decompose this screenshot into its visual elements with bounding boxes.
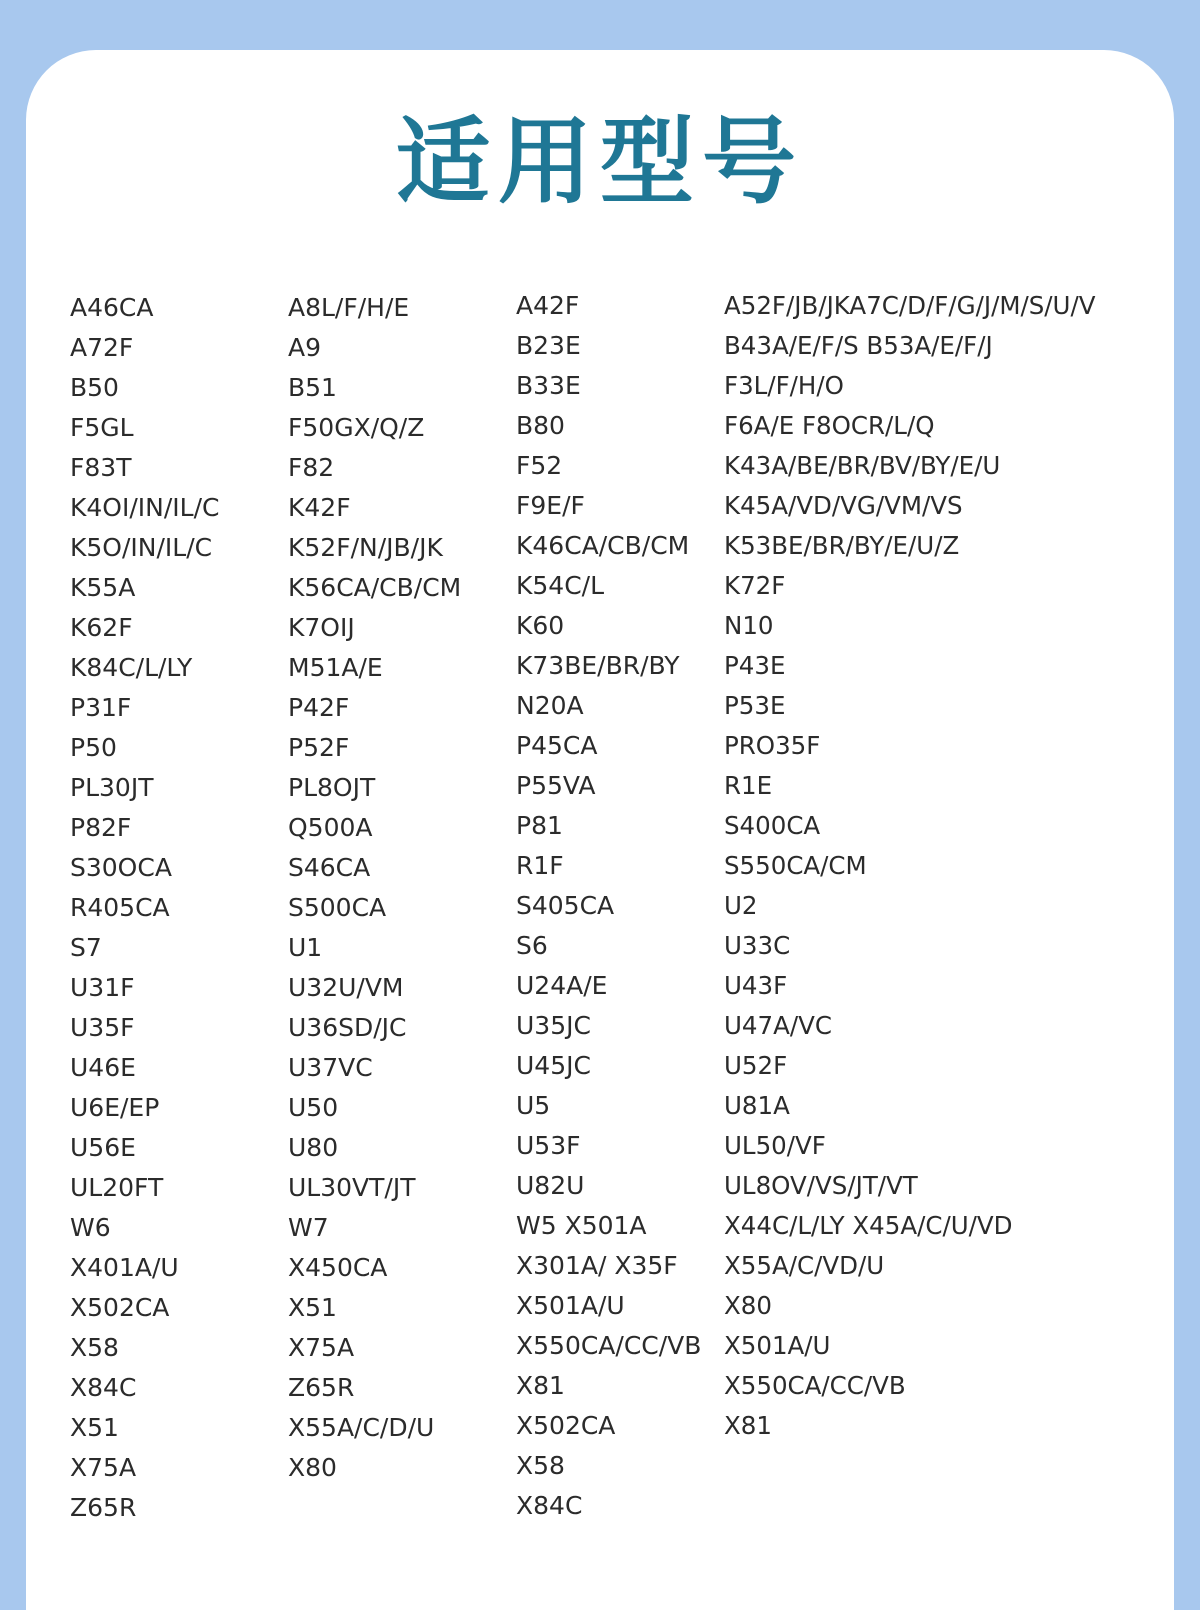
model-item: UL50/VF (724, 1131, 826, 1160)
model-item: P53E (724, 691, 786, 720)
model-item: U47A/VC (724, 1011, 832, 1040)
model-item: U1 (288, 933, 323, 962)
model-item: S46CA (288, 853, 371, 882)
model-item: F5GL (70, 413, 134, 442)
model-item: U31F (70, 973, 135, 1002)
model-item: U24A/E (516, 971, 608, 1000)
model-item: X75A (70, 1453, 137, 1482)
model-item: X51 (70, 1413, 119, 1442)
model-column-4 (724, 286, 1095, 1446)
model-item: X81 (516, 1371, 565, 1400)
model-item: PL30JT (70, 773, 154, 802)
model-item: U53F (516, 1131, 581, 1160)
model-item: S400CA (724, 811, 821, 840)
model-item: W7 (288, 1213, 329, 1242)
model-item: P81 (516, 811, 563, 840)
model-item: X401A/U (70, 1253, 179, 1282)
model-item: U2 (724, 891, 758, 920)
model-item: A52F/JB/JKA7C/D/F/G/J/M/S/U/V (724, 291, 1096, 320)
model-item: U36SD/JC (288, 1013, 407, 1042)
model-item: UL30VT/JT (288, 1173, 416, 1202)
model-item: UL20FT (70, 1173, 164, 1202)
model-item: U50 (288, 1093, 339, 1122)
model-item: Q500A (288, 813, 373, 842)
model-item: K42F (288, 493, 351, 522)
model-item: P43E (724, 651, 786, 680)
model-item: X501A/U (516, 1291, 625, 1320)
model-item: U81A (724, 1091, 790, 1120)
model-item: Z65R (70, 1493, 137, 1522)
model-item: S405CA (516, 891, 615, 920)
model-item: K60 (516, 611, 565, 640)
model-item: PL8OJT (288, 773, 376, 802)
model-item: X58 (70, 1333, 119, 1362)
model-item: K52F/N/JB/JK (288, 533, 443, 562)
model-item: K62F (70, 613, 133, 642)
model-item: A72F (70, 333, 134, 362)
model-item: K45A/VD/VG/VM/VS (724, 491, 963, 520)
model-item: X450CA (288, 1253, 388, 1282)
model-item: F52 (516, 451, 563, 480)
model-item: X80 (724, 1291, 772, 1320)
model-item: N10 (724, 611, 774, 640)
model-item: A46CA (70, 293, 154, 322)
model-item: U43F (724, 971, 788, 1000)
model-item: X81 (724, 1411, 772, 1440)
model-item: A8L/F/H/E (288, 293, 410, 322)
model-item: X44C/L/LY X45A/C/U/VD (724, 1211, 1013, 1240)
model-item: K43A/BE/BR/BV/BY/E/U (724, 451, 1001, 480)
model-item: F50GX/Q/Z (288, 413, 425, 442)
model-item: P45CA (516, 731, 598, 760)
model-item: B33E (516, 371, 581, 400)
model-item: S6 (516, 931, 548, 960)
model-item: U56E (70, 1133, 136, 1162)
model-item: P82F (70, 813, 132, 842)
model-item: F3L/F/H/O (724, 371, 844, 400)
model-item: U80 (288, 1133, 339, 1162)
model-item: P52F (288, 733, 350, 762)
model-item: X501A/U (724, 1331, 831, 1360)
model-item: K54C/L (516, 571, 605, 600)
model-item: B50 (70, 373, 119, 402)
model-item: X51 (288, 1293, 337, 1322)
model-item: UL8OV/VS/JT/VT (724, 1171, 918, 1200)
model-item: F9E/F (516, 491, 585, 520)
model-item: W6 (70, 1213, 111, 1242)
model-item: R1F (516, 851, 564, 880)
model-item: U82U (516, 1171, 585, 1200)
model-item: S30OCA (70, 853, 172, 882)
model-item: X55A/C/VD/U (724, 1251, 885, 1280)
model-column-3 (516, 286, 701, 1526)
model-item: X550CA/CC/VB (516, 1331, 702, 1360)
model-item: X550CA/CC/VB (724, 1371, 906, 1400)
model-item: U32U/VM (288, 973, 404, 1002)
model-item: K46CA/CB/CM (516, 531, 690, 560)
model-item: S7 (70, 933, 102, 962)
model-item: X502CA (516, 1411, 616, 1440)
model-item: U33C (724, 931, 791, 960)
model-item: R405CA (70, 893, 170, 922)
model-item: K7OIJ (288, 613, 355, 642)
model-column-2 (288, 288, 461, 1488)
model-item: U35F (70, 1013, 135, 1042)
model-item: K5O/IN/IL/C (70, 533, 213, 562)
model-item: X58 (516, 1451, 565, 1480)
model-item: F83T (70, 453, 132, 482)
model-item: U35JC (516, 1011, 591, 1040)
model-item: X80 (288, 1453, 337, 1482)
model-item: N20A (516, 691, 584, 720)
model-item: X55A/C/D/U (288, 1413, 435, 1442)
model-item: P50 (70, 733, 117, 762)
model-item: X84C (516, 1491, 583, 1520)
model-item: A42F (516, 291, 580, 320)
model-item: U6E/EP (70, 1093, 160, 1122)
model-item: B51 (288, 373, 337, 402)
model-item: U45JC (516, 1051, 591, 1080)
model-column-1 (70, 288, 219, 1528)
model-item: U46E (70, 1053, 136, 1082)
model-item: B43A/E/F/S B53A/E/F/J (724, 331, 993, 360)
model-item: P31F (70, 693, 132, 722)
model-item: B23E (516, 331, 581, 360)
model-item: K55A (70, 573, 136, 602)
model-item: X84C (70, 1373, 137, 1402)
model-item: F6A/E F8OCR/L/Q (724, 411, 935, 440)
model-item: S500CA (288, 893, 387, 922)
model-item: X75A (288, 1333, 355, 1362)
model-item: K84C/L/LY (70, 653, 193, 682)
model-item: K4OI/IN/IL/C (70, 493, 220, 522)
model-item: P42F (288, 693, 350, 722)
model-item: W5 X501A (516, 1211, 647, 1240)
model-item: R1E (724, 771, 773, 800)
model-item: K73BE/BR/BY (516, 651, 680, 680)
model-item: K56CA/CB/CM (288, 573, 462, 602)
model-item: K53BE/BR/BY/E/U/Z (724, 531, 960, 560)
model-item: M51A/E (288, 653, 383, 682)
model-item: S550CA/CM (724, 851, 867, 880)
model-item: K72F (724, 571, 786, 600)
model-item: F82 (288, 453, 335, 482)
page-title: 适用型号 (395, 108, 804, 217)
model-item: A9 (288, 333, 322, 362)
model-item: Z65R (288, 1373, 355, 1402)
model-item: X502CA (70, 1293, 170, 1322)
model-item: B80 (516, 411, 565, 440)
model-item: P55VA (516, 771, 596, 800)
model-item: U37VC (288, 1053, 373, 1082)
model-item: U52F (724, 1051, 788, 1080)
model-item: PRO35F (724, 731, 821, 760)
model-item: X301A/ X35F (516, 1251, 678, 1280)
model-item: U5 (516, 1091, 551, 1120)
